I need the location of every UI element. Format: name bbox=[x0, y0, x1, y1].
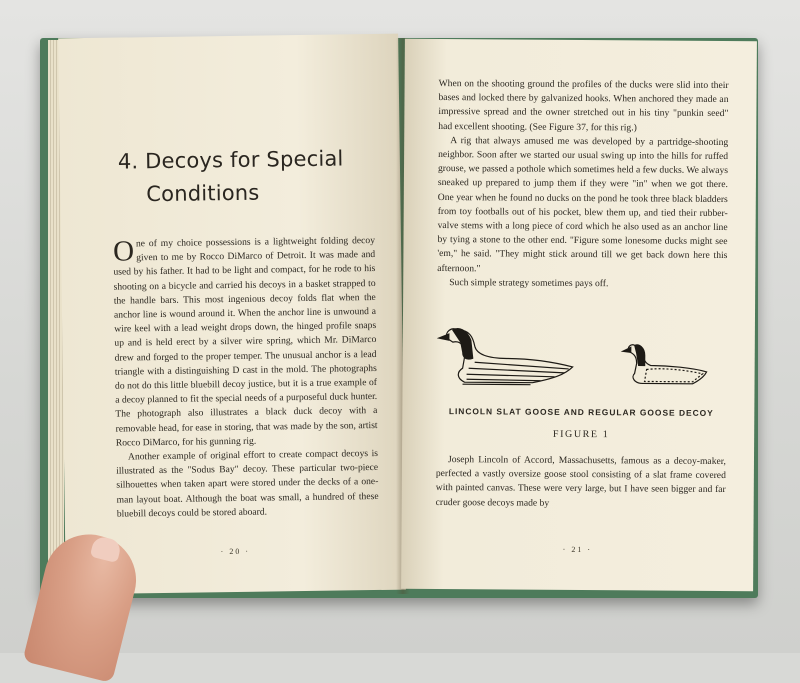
goose-decoy-illustration bbox=[436, 312, 727, 406]
goose-decoys-drawing bbox=[436, 312, 727, 406]
chapter-title-line1: 4. Decoys for Special bbox=[118, 146, 344, 173]
paragraph: Such simple strategy sometimes pays off. bbox=[437, 276, 727, 292]
right-body-text bbox=[437, 77, 728, 292]
slat-goose-icon bbox=[439, 329, 573, 385]
paragraph: A rig that always amused me was developed by a partridge-shooting neighbor. Soon after we started our usual swing up into the hills for ruffed grouse, we passed a pothole which sometimes held a few ducks. We always sneaked up prepared to jump them if they were "in" when we got there. One year when he found no ducks on the pond he took three black bladders from toy footballs out of his pocket, blew them up, and tied their rubber-valve stems with a long piece of cord which he also used as an anchor line by tying a stone to the other end. "Figure some lonesome ducks might see 'em," he said. "They might stick around till we get back down here this afternoon." bbox=[437, 134, 728, 278]
page-number: · 20 · bbox=[65, 545, 405, 559]
drop-cap: O bbox=[113, 239, 134, 263]
left-body-text bbox=[113, 234, 379, 522]
figure-caption: LINCOLN SLAT GOOSE AND REGULAR GOOSE DECOY bbox=[436, 406, 726, 418]
paragraph: Another example of original effort to create compact decoys is illustrated as the "Sodus Bay" decoy. These particular two-piece silhouettes when taken apart were stored under the decks of a one-man layout boat. Although the boat was small, a hundred of these bluebill decoys could be stored aboard. bbox=[116, 447, 379, 522]
paragraph-text: ne of my choice possessions is a lightweight folding decoy given to me by Rocco DiMarco of Detroit. It was made and used by his father. It had to be light and compact, for he rode to his shooting on a bicycle and carried his decoys in a basket strapped to the handle bars. This most ingenious decoy folds flat when the anchor line is wound around it. When the anchor line is unwound a wire keel with a lead weight drops down, the hinged profile snaps up and is held erect by a silver wire spring, which Mr. DiMarco drew and forged to the proper temper. The unusual anchor is a lead triangle with a distinguishing D cast in the mold. The photographs do not do this little bluebill decoy justice, but it is a true example of a decoy planned to fit the special needs of a purposeful duck hunter. The photograph also illustrates a black duck decoy with a removable head, for ease in storing, that was made by the son, artist Rocco DiMarco, for his gunning rig. bbox=[113, 235, 377, 448]
right-body-text-continued bbox=[436, 453, 726, 512]
chapter-title-line2: Conditions bbox=[118, 175, 374, 212]
paragraph: Joseph Lincoln of Accord, Massachusetts, famous as a decoy-maker, perfected a vastly oversize goose stool consisting of a slat frame covered with painted canvas. These were very large, but I have seen bigger and far cruder goose decoys made by bbox=[436, 453, 726, 512]
page-number: · 21 · bbox=[401, 544, 753, 555]
chapter-title bbox=[118, 142, 375, 212]
regular-goose-icon bbox=[623, 345, 707, 384]
paragraph: When on the shooting ground the profiles of the ducks were slid into their bases and locked there by galvanized hooks. When anchored they made an impressive spread and the owner stretched out in his tiny "punkin seed" had excellent shooting. (See Figure 37, for this rig.) bbox=[438, 77, 728, 136]
figure-label: FIGURE 1 bbox=[436, 428, 726, 441]
right-page bbox=[401, 39, 757, 591]
left-page bbox=[58, 34, 406, 595]
paragraph bbox=[113, 234, 378, 451]
